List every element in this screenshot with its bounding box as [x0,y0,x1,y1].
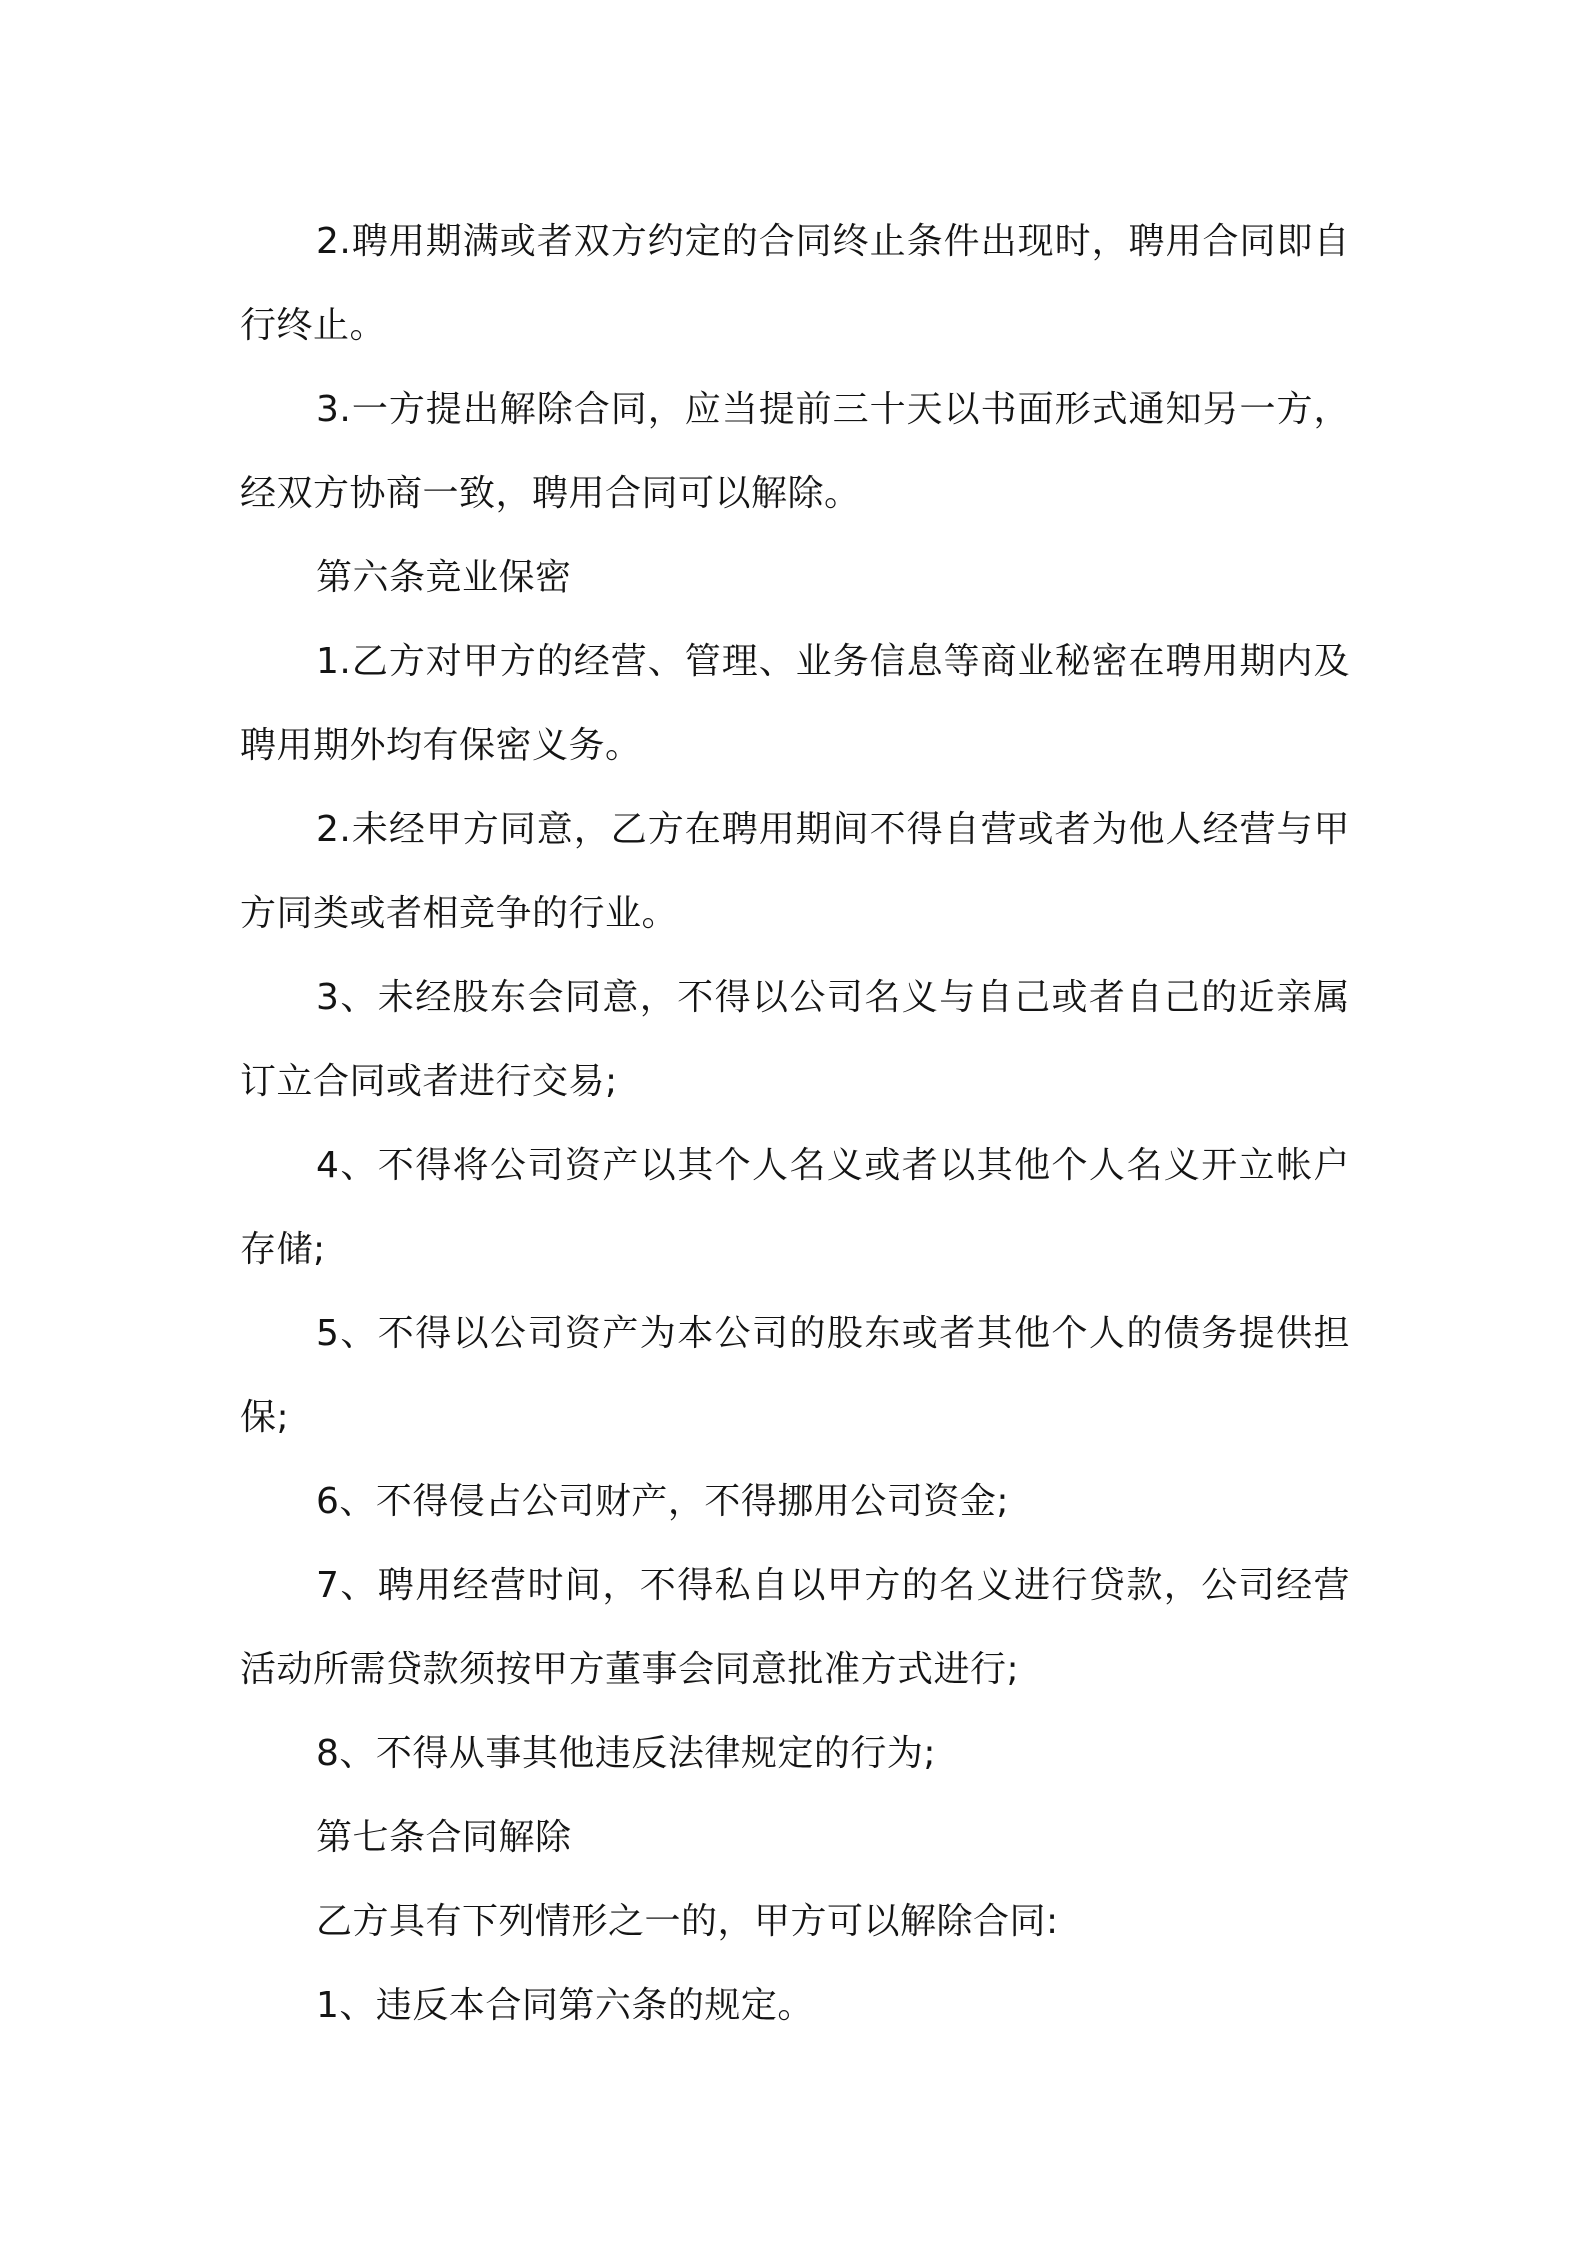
paragraph-loans: 7、聘用经营时间，不得私自以甲方的名义进行贷款，公司经营活动所需贷款须按甲方董事会同意批准方式进行; [240,1565,1350,1690]
paragraph-violation-article-6: 1、违反本合同第六条的规定。 [316,1985,814,2026]
section-heading-article-6: 第六条竞业保密 [316,557,572,598]
paragraph-asset-accounts: 4、不得将公司资产以其个人名义或者以其他个人名义开立帐户存储; [240,1145,1350,1270]
paragraph-guarantees: 5、不得以公司资产为本公司的股东或者其他个人的债务提供担保; [240,1313,1350,1438]
document-body [240,200,1350,2048]
paragraph-notice-termination: 3.一方提出解除合同，应当提前三十天以书面形式通知另一方，经双方协商一致，聘用合同可以解除。 [240,389,1350,514]
paragraph-non-compete: 2.未经甲方同意，乙方在聘用期间不得自营或者为他人经营与甲方同类或者相竞争的行业。 [240,809,1350,934]
paragraph-term-expiry: 2.聘用期满或者双方约定的合同终止条件出现时，聘用合同即自行终止。 [240,221,1350,346]
paragraph-embezzlement: 6、不得侵占公司财产，不得挪用公司资金; [316,1481,1010,1522]
section-heading-article-7: 第七条合同解除 [316,1817,572,1858]
paragraph-illegal-acts: 8、不得从事其他违反法律规定的行为; [316,1733,937,1774]
paragraph-termination-conditions: 乙方具有下列情形之一的，甲方可以解除合同: [316,1901,1059,1942]
paragraph-related-party-contracts: 3、未经股东会同意，不得以公司名义与自己或者自己的近亲属订立合同或者进行交易; [240,977,1350,1102]
paragraph-confidentiality: 1.乙方对甲方的经营、管理、业务信息等商业秘密在聘用期内及聘用期外均有保密义务。 [240,641,1350,766]
